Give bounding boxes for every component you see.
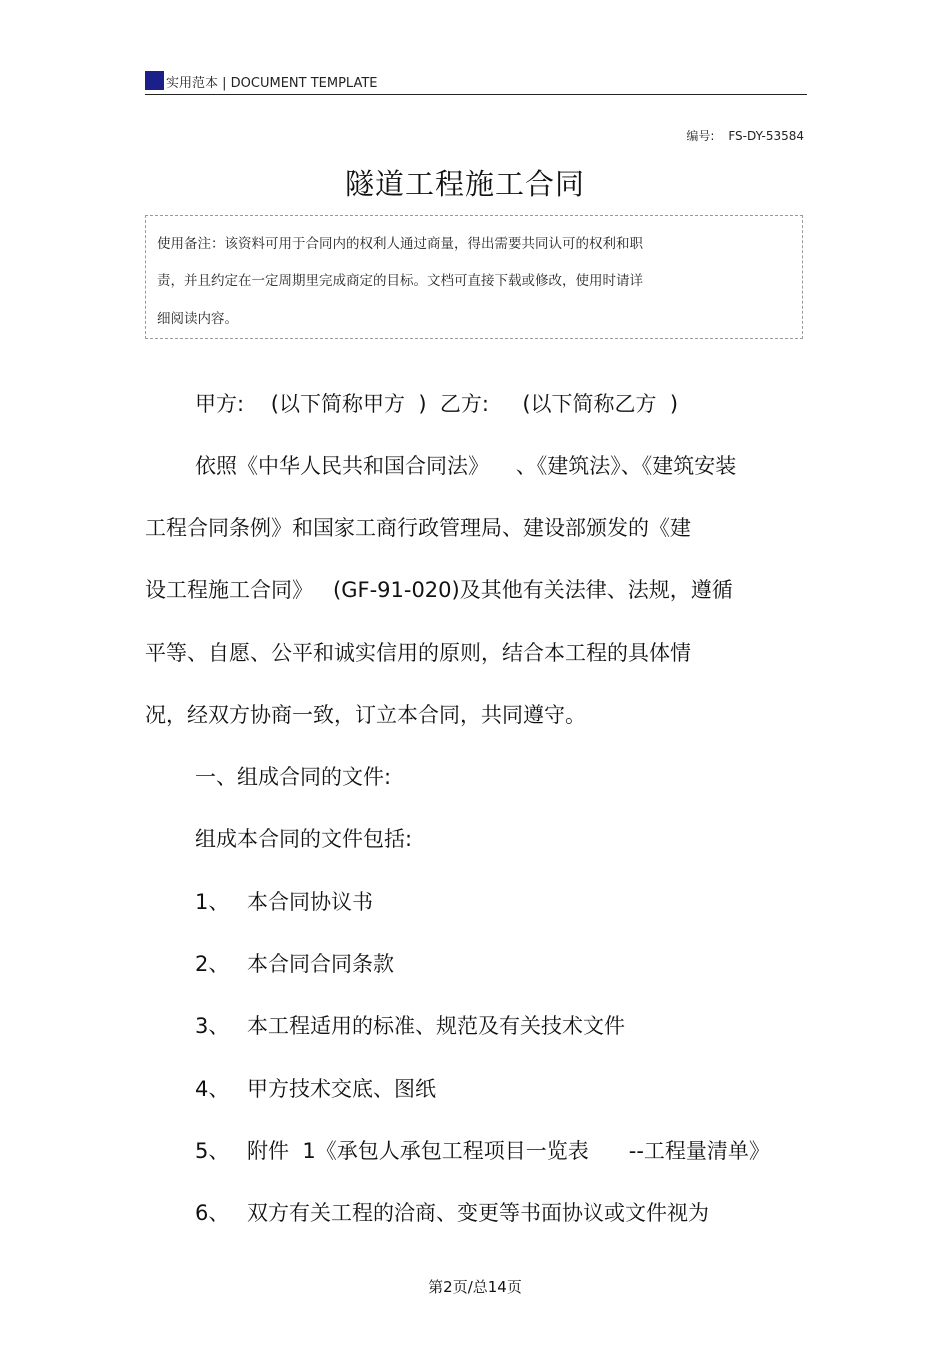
paragraph-line: 况，经双方协商一致，订立本合同，共同遵守。: [145, 703, 586, 727]
usage-note-line: 细阅读内容。: [157, 311, 238, 327]
list-item-text: 本合同协议书: [247, 890, 373, 914]
list-item-number: 6、: [195, 1201, 230, 1225]
list-item-number: 3、: [195, 1014, 230, 1038]
list-item-text: 本工程适用的标准、规范及有关技术文件: [247, 1014, 625, 1038]
list-item-number: 1、: [195, 890, 230, 914]
list-item-text: 附件 1《承包人承包工程项目一览表 --工程量清单》: [247, 1139, 770, 1163]
list-item-text: 双方有关工程的洽商、变更等书面协议或文件视为: [247, 1201, 709, 1225]
paragraph-line: 平等、自愿、公平和诚实信用的原则，结合本工程的具体情: [145, 641, 691, 665]
document-number: [686, 127, 804, 144]
usage-note-line: 使用备注：该资料可用于合同内的权利人通过商量，得出需要共同认可的权利和职: [157, 236, 643, 252]
usage-note-line: 责，并且约定在一定周期里完成商定的目标。文档可直接下载或修改，使用时请详: [157, 273, 643, 289]
document-number-value: FS-DY-53584: [728, 129, 804, 143]
section-heading: 一、组成合同的文件:: [195, 765, 392, 789]
paragraph-line: 工程合同条例》和国家工商行政管理局、建设部颁发的《建: [145, 516, 691, 540]
list-item-text: 本合同合同条款: [247, 952, 394, 976]
document-title: 隧道工程施工合同: [344, 167, 585, 201]
list-item-number: 2、: [195, 952, 230, 976]
header-logo-square: [145, 71, 164, 90]
paragraph-line: 依照《中华人民共和国合同法》 、《建筑法》、《建筑安装: [195, 454, 737, 478]
page-header: [145, 68, 807, 95]
header-text: 实用范本 | DOCUMENT TEMPLATE: [166, 76, 378, 91]
page-indicator: 第2页/总14页: [428, 1278, 522, 1296]
list-item-number: 4、: [195, 1077, 230, 1101]
list-intro: 组成本合同的文件包括:: [195, 827, 413, 851]
usage-note-box: [145, 215, 803, 339]
document-number-label: 编号:: [686, 129, 715, 143]
paragraph-line: 设工程施工合同》 (GF-91-020)及其他有关法律、法规，遵循: [145, 578, 733, 602]
parties-line: 甲方: (以下简称甲方 ) 乙方: (以下简称乙方 ): [195, 392, 679, 416]
list-item-number: 5、: [195, 1139, 230, 1163]
list-item-text: 甲方技术交底、图纸: [247, 1077, 436, 1101]
